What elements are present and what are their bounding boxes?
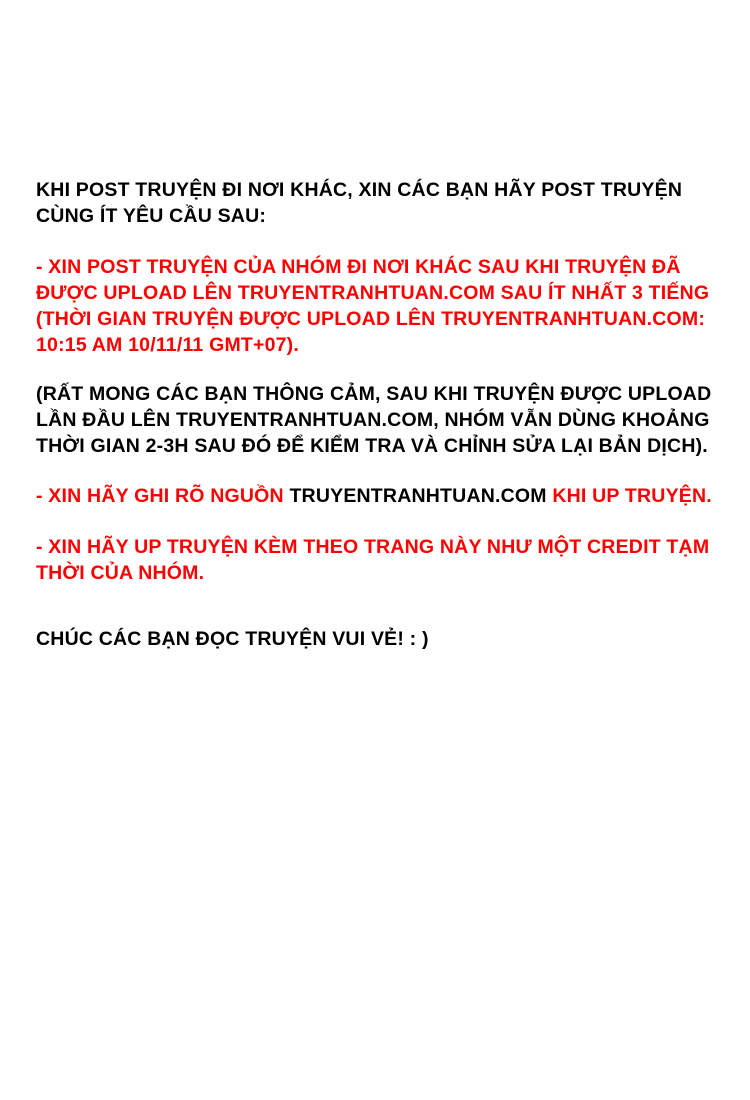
notice-closing: CHÚC CÁC BẠN ĐỌC TRUYỆN VUI VẺ! : ) — [36, 627, 429, 650]
notice-rule-credit-source — [36, 484, 726, 510]
notice-rule-repost-delay-note: (RẤT MONG CÁC BẠN THÔNG CẢM, SAU KHI TRUYỆN ĐƯỢC UPLOAD LẦN ĐẦU LÊN TRUYENTRANHTUAN.COM, NHÓM VẪN DÙNG KHOẢNG THỜI GIAN 2-3H SAU ĐÓ ĐỂ KIỂM TRA VÀ CHỈNH SỬA LẠI BẢN DỊCH). — [36, 383, 712, 457]
notice-rule-include-page: - XIN HÃY UP TRUYỆN KÈM THEO TRANG NÀY NHƯ MỘT CREDIT TẠM THỜI CỦA NHÓM. — [36, 536, 710, 585]
notice-block — [36, 178, 726, 653]
notice-rule-credit-source-suffix: KHI UP TRUYỆN. — [546, 484, 712, 507]
notice-rule-credit-source-prefix: - XIN HÃY GHI RÕ NGUỒN — [36, 484, 290, 507]
notice-rule-repost-delay: - XIN POST TRUYỆN CỦA NHÓM ĐI NƠI KHÁC SAU KHI TRUYỆN ĐÃ ĐƯỢC UPLOAD LÊN TRUYENTRANHTUAN.COM SAU ÍT NHẤT 3 TIẾNG (THỜI GIAN TRUYỆN ĐƯỢC UPLOAD LÊN TRUYENTRANHTUAN.COM: 10:15 AM 10/11/11 GMT+07). — [36, 256, 710, 356]
notice-source-site: TRUYENTRANHTUAN.COM — [289, 484, 547, 507]
notice-header: KHI POST TRUYỆN ĐI NƠI KHÁC, XIN CÁC BẠN HÃY POST TRUYỆN CÙNG ÍT YÊU CẦU SAU: — [36, 179, 683, 227]
